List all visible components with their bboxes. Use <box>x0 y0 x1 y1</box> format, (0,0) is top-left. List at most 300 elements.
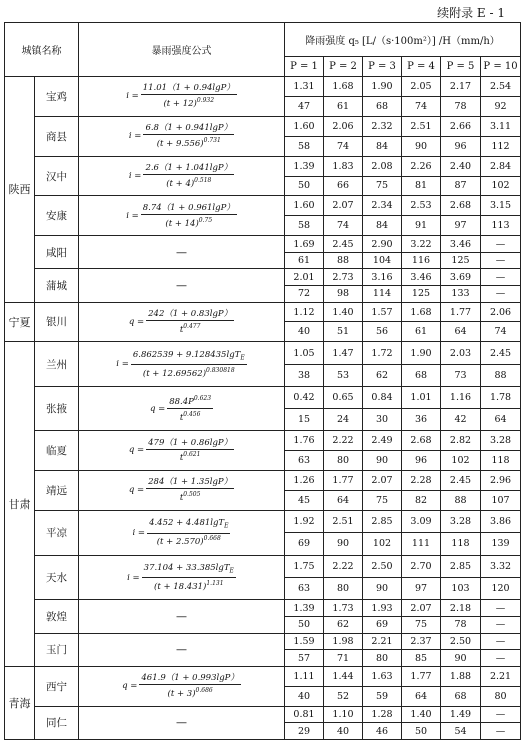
intensity-value: 2.37 <box>402 633 441 650</box>
formula-lhs: q = <box>122 681 138 692</box>
intensity-value: — <box>481 600 521 617</box>
table-row <box>5 387 521 409</box>
intensity-value: 1.05 <box>285 342 324 364</box>
intensity-value: 2.06 <box>481 302 521 322</box>
formula-numerator: 6.8（1 + 0.941lgP） <box>145 123 233 134</box>
depth-value: 50 <box>285 176 324 196</box>
depth-value: 102 <box>441 450 481 470</box>
depth-value: 15 <box>285 409 324 431</box>
formula-cell <box>79 116 285 156</box>
intensity-value: 1.01 <box>402 387 441 409</box>
depth-value: 113 <box>481 216 521 236</box>
formula-numerator: 479（1 + 0.86lgP） <box>148 437 233 448</box>
depth-value: 58 <box>285 136 324 156</box>
province-name: 陕西 <box>5 77 35 303</box>
intensity-value: 2.07 <box>363 470 402 490</box>
intensity-value: 2.05 <box>402 77 441 97</box>
formula-numerator: 2.6（1 + 1.041lgP） <box>145 163 233 174</box>
formula-fraction <box>146 437 234 465</box>
depth-value: 61 <box>324 96 363 116</box>
intensity-value: 2.17 <box>441 77 481 97</box>
intensity-value: 2.68 <box>402 431 441 451</box>
intensity-value: 2.73 <box>324 269 363 286</box>
formula-cell <box>79 342 285 387</box>
formula-cell <box>79 555 285 600</box>
intensity-value: 2.50 <box>441 633 481 650</box>
intensity-value: 0.84 <box>363 387 402 409</box>
depth-value: 133 <box>441 285 481 302</box>
formula-numerator: $88.4P^{0.623}$ <box>169 395 212 408</box>
intensity-value: 2.07 <box>324 196 363 216</box>
depth-value: 64 <box>324 490 363 510</box>
page-title: 续附录 E - 1 <box>437 6 505 20</box>
intensity-value: 0.65 <box>324 387 363 409</box>
depth-value: 80 <box>324 578 363 600</box>
depth-value: 118 <box>441 533 481 555</box>
depth-value: — <box>481 650 521 667</box>
depth-value: 102 <box>481 176 521 196</box>
depth-value: — <box>481 617 521 634</box>
formula-fraction <box>131 349 247 381</box>
intensity-value: 2.08 <box>363 156 402 176</box>
table-row <box>5 236 521 253</box>
city-name: 银川 <box>35 302 79 342</box>
formula-cell <box>79 470 285 510</box>
header-intensity: 降雨强度 q₅ [L/（s·100m²）] /H（mm/h） <box>285 23 521 57</box>
intensity-value: 0.81 <box>285 706 324 723</box>
depth-value: 87 <box>441 176 481 196</box>
header-period: P = 2 <box>324 57 363 77</box>
city-name: 宝鸡 <box>35 77 79 117</box>
header-period: P = 4 <box>402 57 441 77</box>
formula-numerator: 8.74（1 + 0.961lgP） <box>142 202 235 213</box>
table-row <box>5 269 521 286</box>
intensity-value: 2.32 <box>363 116 402 136</box>
depth-value: 36 <box>402 409 441 431</box>
formula-denominator: $t^{0.477}$ <box>179 323 201 335</box>
intensity-value: 3.09 <box>402 510 441 532</box>
formula-fraction <box>143 162 234 190</box>
formula-cell <box>79 706 285 739</box>
table-row <box>5 302 521 322</box>
depth-value: 139 <box>481 533 521 555</box>
formula-cell <box>79 666 285 706</box>
header-period: P = 3 <box>363 57 402 77</box>
depth-value: 92 <box>481 96 521 116</box>
table-row <box>5 196 521 216</box>
depth-value: 59 <box>363 686 402 706</box>
table-row <box>5 470 521 490</box>
depth-value: 74 <box>324 216 363 236</box>
intensity-value: 3.28 <box>441 510 481 532</box>
intensity-value: 1.92 <box>285 510 324 532</box>
intensity-value: 2.21 <box>481 666 521 686</box>
depth-value: 51 <box>324 322 363 342</box>
intensity-value: 3.46 <box>402 269 441 286</box>
formula-denominator: $t^{0.456}$ <box>179 411 201 423</box>
province-name: 青海 <box>5 666 35 739</box>
intensity-value: 1.11 <box>285 666 324 686</box>
table-row <box>5 77 521 97</box>
intensity-value: 2.90 <box>363 236 402 253</box>
depth-value: 56 <box>363 322 402 342</box>
intensity-value: 2.85 <box>441 555 481 577</box>
depth-value: 102 <box>363 533 402 555</box>
intensity-value: 3.69 <box>441 269 481 286</box>
depth-value: 91 <box>402 216 441 236</box>
formula-denominator: $(t + 12)^{0.932}$ <box>163 97 215 110</box>
header-period: P = 5 <box>441 57 481 77</box>
intensity-value: 3.15 <box>481 196 521 216</box>
intensity-value: 1.10 <box>324 706 363 723</box>
intensity-value: 1.44 <box>324 666 363 686</box>
depth-value: 78 <box>441 617 481 634</box>
depth-value: 40 <box>285 322 324 342</box>
table-row <box>5 600 521 617</box>
intensity-value: 2.49 <box>363 431 402 451</box>
intensity-value: 2.53 <box>402 196 441 216</box>
depth-value: 111 <box>402 533 441 555</box>
intensity-value: 1.16 <box>441 387 481 409</box>
intensity-value: 1.77 <box>324 470 363 490</box>
formula-numerator: 11.01（1 + 0.94lgP） <box>142 83 235 94</box>
formula-lhs: i = <box>126 91 139 102</box>
depth-value: 29 <box>285 723 324 740</box>
intensity-value: 2.84 <box>481 156 521 176</box>
city-name: 咸阳 <box>35 236 79 269</box>
province-name: 宁夏 <box>5 302 35 342</box>
depth-value: 98 <box>324 285 363 302</box>
formula-lhs: q = <box>128 445 145 456</box>
intensity-value: 3.11 <box>481 116 521 136</box>
intensity-value: 2.51 <box>402 116 441 136</box>
formula-lhs: i = <box>126 210 139 221</box>
depth-value: 80 <box>324 450 363 470</box>
city-name: 平凉 <box>35 510 79 555</box>
header-period: P = 1 <box>285 57 324 77</box>
depth-value: 40 <box>285 686 324 706</box>
formula-cell <box>79 633 285 666</box>
depth-value: 61 <box>285 252 324 269</box>
depth-value: 82 <box>402 490 441 510</box>
city-name: 兰州 <box>35 342 79 387</box>
formula-denominator: $t^{0.505}$ <box>179 491 201 504</box>
depth-value: 90 <box>402 136 441 156</box>
intensity-value: 1.68 <box>402 302 441 322</box>
depth-value: 63 <box>285 578 324 600</box>
depth-value: 54 <box>441 723 481 740</box>
depth-value: 64 <box>402 686 441 706</box>
rainfall-intensity-table <box>4 22 521 740</box>
depth-value: 75 <box>402 617 441 634</box>
depth-value: 97 <box>441 216 481 236</box>
depth-value: — <box>481 285 521 302</box>
intensity-value: 1.88 <box>441 666 481 686</box>
depth-value: 47 <box>285 96 324 116</box>
intensity-value: 1.77 <box>402 666 441 686</box>
city-name: 蒲城 <box>35 269 79 302</box>
depth-value: 58 <box>285 216 324 236</box>
depth-value: 90 <box>324 533 363 555</box>
intensity-value: 1.75 <box>285 555 324 577</box>
table-row <box>5 510 521 532</box>
formula-numerator: 461.9（1 + 0.993lgP） <box>141 673 239 684</box>
intensity-value: 1.73 <box>324 600 363 617</box>
depth-value: 69 <box>363 617 402 634</box>
depth-value: 52 <box>324 686 363 706</box>
province-name: 甘肃 <box>5 342 35 666</box>
depth-value: 64 <box>441 322 481 342</box>
depth-value: 74 <box>481 322 521 342</box>
formula-denominator: $(t + 18.431)^{1.131}$ <box>154 580 224 593</box>
formula-cell <box>79 431 285 471</box>
intensity-value: 1.49 <box>441 706 481 723</box>
formula-numerator: 4.452 + 4.481lgT$_E$ <box>147 517 230 534</box>
city-name: 西宁 <box>35 666 79 706</box>
depth-value: 107 <box>481 490 521 510</box>
intensity-value: 2.01 <box>285 269 324 286</box>
depth-value: 114 <box>363 285 402 302</box>
depth-value: 125 <box>402 285 441 302</box>
intensity-value: — <box>481 633 521 650</box>
formula-denominator: $(t + 4)^{0.518}$ <box>166 177 212 189</box>
depth-value: 96 <box>441 136 481 156</box>
city-name: 张掖 <box>35 387 79 431</box>
depth-value: 118 <box>481 450 521 470</box>
intensity-value: 1.28 <box>363 706 402 723</box>
depth-value: 88 <box>481 364 521 386</box>
intensity-value: 2.45 <box>481 342 521 364</box>
formula-fraction <box>139 672 240 700</box>
intensity-value: 3.16 <box>363 269 402 286</box>
intensity-value: 2.45 <box>324 236 363 253</box>
formula-dash: — <box>176 643 187 657</box>
depth-value: 120 <box>481 578 521 600</box>
depth-value: 45 <box>285 490 324 510</box>
formula-cell <box>79 236 285 269</box>
formula-dash: — <box>176 716 187 730</box>
formula-cell <box>79 510 285 555</box>
depth-value: 88 <box>324 252 363 269</box>
formula-fraction <box>146 476 234 504</box>
formula-numerator: 284（1 + 1.35lgP） <box>148 477 233 488</box>
depth-value: 97 <box>402 578 441 600</box>
depth-value: 42 <box>441 409 481 431</box>
depth-value: 50 <box>402 723 441 740</box>
intensity-value: 1.68 <box>324 77 363 97</box>
formula-fraction <box>146 308 234 336</box>
city-name: 临夏 <box>35 431 79 471</box>
formula-lhs: i = <box>128 131 142 142</box>
intensity-value: 1.77 <box>441 302 481 322</box>
depth-value: 81 <box>402 176 441 196</box>
intensity-value: 2.50 <box>363 555 402 577</box>
depth-value: 38 <box>285 364 324 386</box>
intensity-value: 1.63 <box>363 666 402 686</box>
depth-value: 96 <box>402 450 441 470</box>
table-row <box>5 706 521 723</box>
formula-fraction <box>141 202 237 230</box>
intensity-value: 1.69 <box>285 236 324 253</box>
formula-numerator: 6.862539 + 9.128435lgT$_E$ <box>131 349 247 366</box>
intensity-value: 2.54 <box>481 77 521 97</box>
depth-value: 62 <box>363 364 402 386</box>
table-row <box>5 156 521 176</box>
depth-value: 68 <box>441 686 481 706</box>
formula-lhs: q = <box>149 403 166 414</box>
intensity-value: 1.76 <box>285 431 324 451</box>
intensity-value: 2.22 <box>324 431 363 451</box>
depth-value: 57 <box>285 650 324 667</box>
formula-lhs: i = <box>132 527 146 538</box>
formula-fraction <box>147 517 230 549</box>
depth-value: 69 <box>285 533 324 555</box>
depth-value: 104 <box>363 252 402 269</box>
formula-numerator: 37.104 + 33.385lgT$_E$ <box>142 562 236 579</box>
intensity-value: 3.28 <box>481 431 521 451</box>
formula-cell <box>79 77 285 117</box>
depth-value: 50 <box>285 617 324 634</box>
intensity-value: 2.28 <box>402 470 441 490</box>
intensity-value: 2.18 <box>441 600 481 617</box>
formula-lhs: q = <box>128 485 145 496</box>
intensity-value: 2.03 <box>441 342 481 364</box>
formula-cell <box>79 156 285 196</box>
intensity-value: 2.85 <box>363 510 402 532</box>
depth-value: — <box>481 723 521 740</box>
depth-value: 62 <box>324 617 363 634</box>
depth-value: 90 <box>363 578 402 600</box>
formula-denominator: $(t + 2.570)^{0.668}$ <box>156 535 221 548</box>
formula-cell <box>79 387 285 431</box>
depth-value: 85 <box>402 650 441 667</box>
depth-value: 63 <box>285 450 324 470</box>
intensity-value: 1.83 <box>324 156 363 176</box>
table-row <box>5 116 521 136</box>
formula-denominator: $t^{0.621}$ <box>179 451 201 464</box>
formula-dash: — <box>176 278 187 292</box>
intensity-value: 1.26 <box>285 470 324 490</box>
depth-value: 75 <box>363 490 402 510</box>
formula-denominator: $(t + 3)^{0.686}$ <box>167 687 213 700</box>
intensity-value: 0.42 <box>285 387 324 409</box>
intensity-value: — <box>481 236 521 253</box>
table-row <box>5 555 521 577</box>
intensity-value: 3.46 <box>441 236 481 253</box>
city-name: 安康 <box>35 196 79 236</box>
table-row <box>5 431 521 451</box>
depth-value: 90 <box>441 650 481 667</box>
city-name: 靖远 <box>35 470 79 510</box>
formula-dash: — <box>176 610 187 624</box>
city-name: 天水 <box>35 555 79 600</box>
depth-value: 72 <box>285 285 324 302</box>
intensity-value: 2.51 <box>324 510 363 532</box>
formula-fraction <box>142 562 236 594</box>
formula-cell <box>79 269 285 302</box>
city-name: 汉中 <box>35 156 79 196</box>
intensity-value: 1.90 <box>402 342 441 364</box>
depth-value: 73 <box>441 364 481 386</box>
depth-value: 74 <box>324 136 363 156</box>
depth-value: 80 <box>481 686 521 706</box>
intensity-value: 2.70 <box>402 555 441 577</box>
intensity-value: 3.32 <box>481 555 521 577</box>
depth-value: 71 <box>324 650 363 667</box>
intensity-value: 1.93 <box>363 600 402 617</box>
intensity-value: 1.60 <box>285 196 324 216</box>
depth-value: 112 <box>481 136 521 156</box>
depth-value: 64 <box>481 409 521 431</box>
depth-value: 125 <box>441 252 481 269</box>
intensity-value: 1.39 <box>285 600 324 617</box>
intensity-value: 1.57 <box>363 302 402 322</box>
formula-dash: — <box>176 245 187 259</box>
depth-value: 68 <box>402 364 441 386</box>
depth-value: 103 <box>441 578 481 600</box>
depth-value: 24 <box>324 409 363 431</box>
depth-value: 84 <box>363 216 402 236</box>
intensity-value: 1.72 <box>363 342 402 364</box>
intensity-value: — <box>481 269 521 286</box>
intensity-value: 2.82 <box>441 431 481 451</box>
depth-value: 40 <box>324 723 363 740</box>
formula-denominator: $(t + 9.556)^{0.731}$ <box>156 137 221 150</box>
intensity-value: 2.34 <box>363 196 402 216</box>
formula-cell <box>79 196 285 236</box>
formula-cell <box>79 600 285 633</box>
intensity-value: 2.22 <box>324 555 363 577</box>
city-name: 商县 <box>35 116 79 156</box>
depth-value: 80 <box>363 650 402 667</box>
formula-lhs: q = <box>128 316 145 327</box>
header-city: 城镇名称 <box>5 23 79 77</box>
depth-value: 68 <box>363 96 402 116</box>
intensity-value: 1.59 <box>285 633 324 650</box>
intensity-value: 1.40 <box>402 706 441 723</box>
intensity-value: 1.47 <box>324 342 363 364</box>
formula-fraction <box>141 82 237 110</box>
depth-value: 84 <box>363 136 402 156</box>
depth-value: — <box>481 252 521 269</box>
intensity-value: 2.07 <box>402 600 441 617</box>
depth-value: 78 <box>441 96 481 116</box>
depth-value: 61 <box>402 322 441 342</box>
depth-value: 30 <box>363 409 402 431</box>
depth-value: 53 <box>324 364 363 386</box>
intensity-value: 1.78 <box>481 387 521 409</box>
intensity-value: 3.22 <box>402 236 441 253</box>
intensity-value: — <box>481 706 521 723</box>
intensity-value: 2.66 <box>441 116 481 136</box>
intensity-value: 2.45 <box>441 470 481 490</box>
intensity-value: 2.06 <box>324 116 363 136</box>
intensity-value: 2.26 <box>402 156 441 176</box>
header-formula: 暴雨强度公式 <box>79 23 285 77</box>
table-row <box>5 633 521 650</box>
intensity-value: 1.98 <box>324 633 363 650</box>
formula-fraction <box>167 393 213 424</box>
table-row <box>5 342 521 364</box>
city-name: 敦煌 <box>35 600 79 633</box>
formula-cell <box>79 302 285 342</box>
depth-value: 66 <box>324 176 363 196</box>
intensity-value: 1.12 <box>285 302 324 322</box>
depth-value: 116 <box>402 252 441 269</box>
formula-numerator: 242（1 + 0.83lgP） <box>148 309 233 320</box>
intensity-value: 3.86 <box>481 510 521 532</box>
depth-value: 88 <box>441 490 481 510</box>
